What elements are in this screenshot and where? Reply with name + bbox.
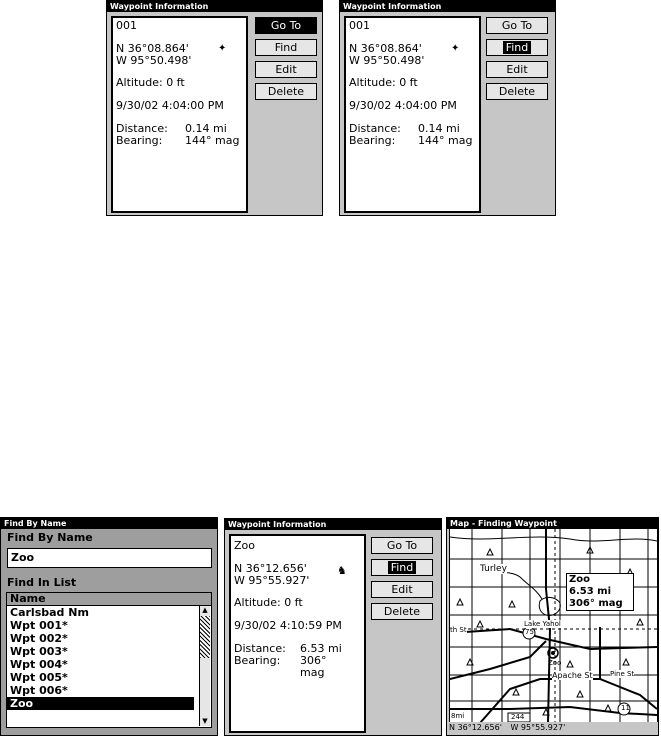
altitude: Altitude: 0 ft bbox=[349, 76, 418, 89]
animal-waypoint-icon: ♞ bbox=[337, 564, 347, 577]
list-item[interactable]: Wpt 004* bbox=[10, 658, 68, 671]
window-title: Map - Finding Waypoint bbox=[447, 518, 658, 529]
latitude: N 36°08.864' bbox=[116, 42, 189, 55]
waypoint-name: Zoo bbox=[234, 539, 255, 552]
name-column-header: Name bbox=[7, 593, 211, 606]
find-button[interactable]: Find bbox=[255, 39, 317, 56]
distance-value: 6.53 mi bbox=[300, 642, 342, 655]
list-item-selected[interactable]: Zoo bbox=[7, 697, 194, 710]
map-coordinate-bar bbox=[447, 722, 658, 734]
distance-value: 0.14 mi bbox=[185, 122, 227, 135]
window-title: Waypoint Information bbox=[107, 1, 322, 12]
map-label-route-244: 244 bbox=[511, 713, 525, 721]
find-button[interactable]: Find bbox=[486, 39, 548, 56]
list-item[interactable]: Wpt 002* bbox=[10, 632, 68, 645]
bearing-label: Bearing: bbox=[116, 134, 163, 147]
bearing-value: 144° mag bbox=[418, 134, 473, 147]
find-button[interactable]: Find bbox=[371, 559, 433, 576]
edit-button[interactable]: Edit bbox=[486, 61, 548, 78]
waypoint-symbol-icon: ✦ bbox=[451, 43, 460, 54]
altitude: Altitude: 0 ft bbox=[234, 596, 303, 609]
popup-bearing: 306° mag bbox=[569, 598, 623, 609]
map-label-th-st: th St bbox=[450, 626, 467, 634]
waypoint-window-top-right bbox=[339, 0, 556, 216]
waypoint-info-panel bbox=[344, 16, 481, 213]
map-label-apache: Apache St bbox=[552, 671, 593, 680]
bearing-unit: mag bbox=[300, 666, 325, 679]
popup-distance: 6.53 mi bbox=[569, 586, 612, 597]
map-label-route-11: 11 bbox=[621, 704, 630, 712]
waypoint-name: 001 bbox=[116, 19, 137, 32]
scroll-thumb[interactable] bbox=[200, 616, 210, 658]
window-title: Find By Name bbox=[1, 518, 217, 529]
map-label-pine: Pine St bbox=[610, 670, 635, 678]
delete-button[interactable]: Delete bbox=[371, 603, 433, 620]
bearing-label: Bearing: bbox=[234, 654, 281, 667]
list-item[interactable]: Carlsbad Nm bbox=[10, 606, 89, 619]
bearing-value: 144° mag bbox=[185, 134, 240, 147]
waypoint-info-panel bbox=[111, 16, 248, 213]
popup-name: Zoo bbox=[569, 574, 590, 585]
map-label-zoo: Zoo bbox=[548, 659, 562, 667]
distance-label: Distance: bbox=[234, 642, 286, 655]
list-item[interactable]: Wpt 005* bbox=[10, 671, 68, 684]
find-by-name-heading: Find By Name bbox=[7, 531, 93, 544]
latitude: N 36°12.656' bbox=[234, 562, 307, 575]
window-title: Waypoint Information bbox=[340, 1, 555, 12]
waypoint-popup bbox=[566, 573, 634, 611]
bearing-value: 306° bbox=[300, 654, 327, 667]
distance-label: Distance: bbox=[116, 122, 168, 135]
map-label-lake: Lake Yahol bbox=[524, 620, 561, 628]
datetime: 9/30/02 4:04:00 PM bbox=[116, 99, 224, 112]
waypoint-name-list[interactable] bbox=[6, 592, 212, 728]
coord-longitude: W 95°55.927' bbox=[510, 723, 566, 732]
delete-button[interactable]: Delete bbox=[486, 83, 548, 100]
map-label-scale: 8mi bbox=[451, 712, 465, 720]
coord-latitude: N 36°12.656' bbox=[449, 723, 502, 732]
waypoint-info-panel bbox=[229, 534, 366, 733]
window-title: Waypoint Information bbox=[225, 519, 441, 530]
distance-value: 0.14 mi bbox=[418, 122, 460, 135]
waypoint-symbol-icon: ✦ bbox=[218, 43, 227, 54]
datetime: 9/30/02 4:10:59 PM bbox=[234, 619, 342, 632]
longitude: W 95°55.927' bbox=[234, 574, 310, 587]
scroll-down-icon[interactable]: ▼ bbox=[202, 717, 208, 725]
waypoint-window-top-left bbox=[106, 0, 323, 216]
edit-button[interactable]: Edit bbox=[371, 581, 433, 598]
map-label-route-75: 75 bbox=[525, 628, 534, 636]
list-item[interactable]: Wpt 006* bbox=[10, 684, 68, 697]
distance-label: Distance: bbox=[349, 122, 401, 135]
find-in-list-heading: Find In List bbox=[7, 576, 77, 589]
list-item[interactable]: Wpt 003* bbox=[10, 645, 68, 658]
goto-button[interactable]: Go To bbox=[371, 537, 433, 554]
goto-button[interactable]: Go To bbox=[486, 17, 548, 34]
bearing-label: Bearing: bbox=[349, 134, 396, 147]
waypoint-window-zoo bbox=[224, 518, 442, 736]
latitude: N 36°08.864' bbox=[349, 42, 422, 55]
longitude: W 95°50.498' bbox=[116, 54, 192, 67]
altitude: Altitude: 0 ft bbox=[116, 76, 185, 89]
scroll-up-icon[interactable]: ▲ bbox=[202, 606, 208, 614]
edit-button[interactable]: Edit bbox=[255, 61, 317, 78]
longitude: W 95°50.498' bbox=[349, 54, 425, 67]
map-view[interactable] bbox=[449, 528, 658, 724]
list-item[interactable]: Wpt 001* bbox=[10, 619, 68, 632]
delete-button[interactable]: Delete bbox=[255, 83, 317, 100]
map-label-turley: Turley bbox=[480, 564, 507, 574]
list-scrollbar[interactable] bbox=[199, 606, 210, 726]
name-search-input[interactable]: Zoo bbox=[7, 548, 212, 568]
waypoint-name: 001 bbox=[349, 19, 370, 32]
goto-button[interactable]: Go To bbox=[255, 17, 317, 34]
datetime: 9/30/02 4:04:00 PM bbox=[349, 99, 457, 112]
